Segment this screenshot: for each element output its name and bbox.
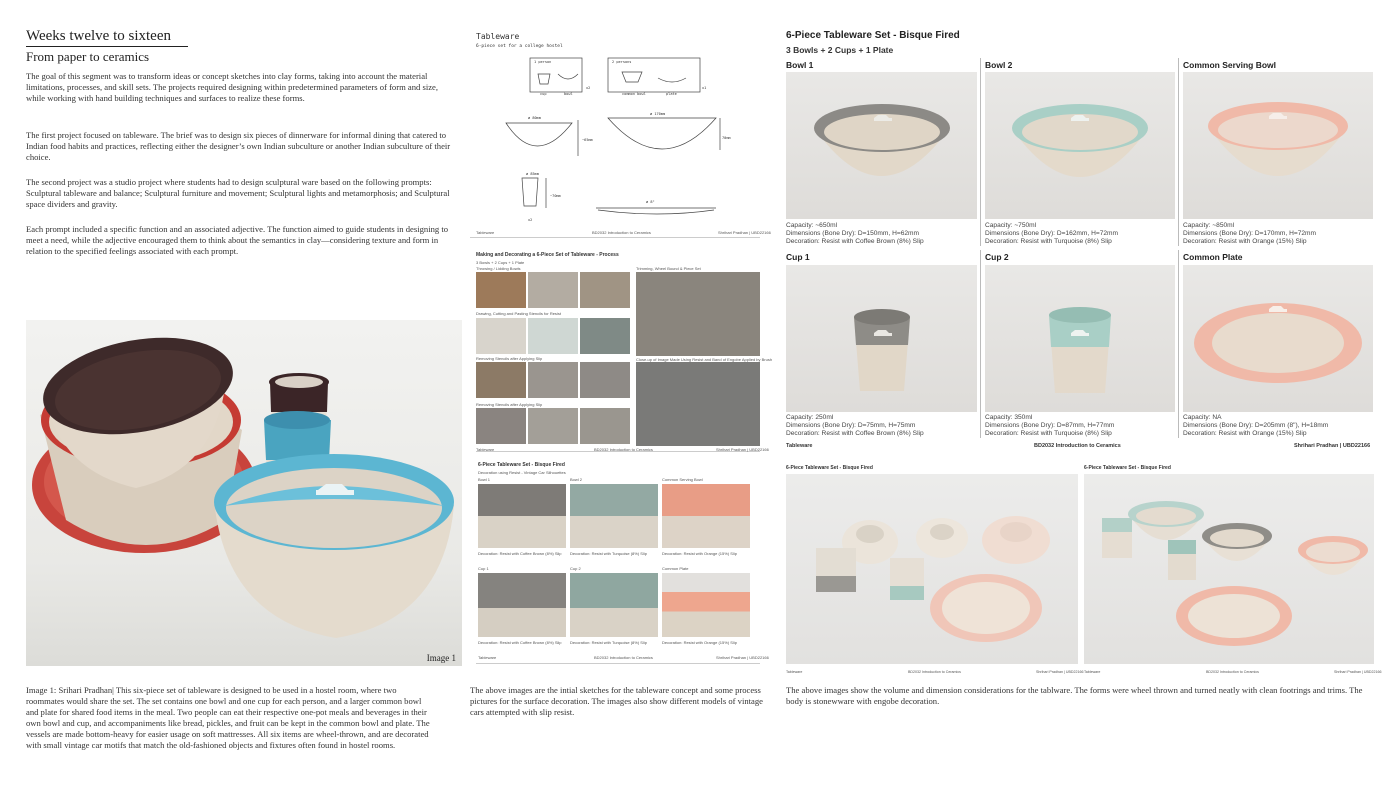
sheet-footer-right: Shrihari Pradhan | UBD22166 [716, 447, 769, 452]
sheet-footer-right: Shrihari Pradhan | UBD22166 [718, 230, 771, 235]
sketch-heading: Tableware [476, 32, 520, 41]
product-photo-bowl-2 [985, 72, 1175, 219]
set-subtitle: 3 Bowls + 2 Cups + 1 Plate [786, 45, 894, 55]
group-photo-footer-left: Tableware [1084, 670, 1101, 674]
sheet-footer-left: Tableware [478, 655, 497, 660]
cell-dimensions: Dimensions (Bone Dry): D=87mm, H=77mm [985, 422, 1115, 429]
sketch-note: ~70mm [550, 194, 561, 198]
cell-capacity: Capacity: ~750ml [985, 222, 1037, 229]
process-photo [476, 408, 526, 444]
sketch-note: common bowl [622, 92, 646, 96]
cell-dimensions: Dimensions (Bone Dry): D=162mm, H=72mm [985, 230, 1119, 237]
sketch-note: ø 170mm [650, 112, 666, 116]
bowl-illustration [786, 72, 977, 219]
sheet-footer-center: BD2032 Introduction to Ceramics [594, 655, 653, 660]
sheet-footer-right: Shrihari Pradhan | UBD22166 [716, 655, 769, 660]
product-photo-cup-2 [985, 265, 1175, 412]
plate-illustration [1183, 265, 1373, 412]
product-photo-common-plate [1183, 265, 1373, 412]
cell-heading: Common Plate [1183, 252, 1243, 262]
detail-decoration: Decoration: Resist with Coffee Brown (8%) Slip [478, 640, 562, 645]
detail-item-label: Bowl 1 [478, 477, 491, 482]
process-photo [636, 362, 760, 446]
intro-title: Weeks twelve to sixteen [26, 28, 171, 44]
bowl-illustration [985, 72, 1175, 219]
set-title: 6-Piece Tableware Set - Bisque Fired [786, 30, 960, 41]
cell-capacity: Capacity: ~650ml [786, 222, 838, 229]
sketch-note: x2 [528, 218, 533, 222]
cell-decoration: Decoration: Resist with Coffee Brown (8%) Slip [786, 238, 924, 245]
cup-illustration [786, 265, 977, 412]
process-photo [580, 272, 630, 308]
process-label: Drawing, Cutting and Pasting Stencils for Resist [476, 311, 561, 316]
sketch-note: bowl [564, 92, 573, 96]
detail-subtitle: Decoration using Resist - Vintage Car Silhouettes [478, 470, 566, 475]
hero-caption: Image 1: Srihari Pradhan| This six-piece set of tableware is designed to be used in a hostel room, where two roommates would share the set. The set contains one bowl and one cup for each person, and a larger common bowl and plate for shared food items in the meal. Two people can eat their respective one-pot meals and beverages in their own bowl and cup, and accompaniments like bread, pickles, and fruit can be kept in the common bowl and plate. The vessels are made bottom-heavy for easier usage on soft mattresses. All six items are wheel-thrown, and are decorated with small vintage car motifs that match the old-fashioned objects and fixtures often found in hostel rooms. [26, 685, 430, 750]
detail-item-label: Bowl 2 [570, 477, 583, 482]
cell-dimensions: Dimensions (Bone Dry): D=150mm, H=62mm [786, 230, 920, 237]
detail-item-label: Common Plate [662, 566, 689, 571]
detail-decoration: Decoration: Resist with Turquoise (8%) Slip [570, 640, 647, 645]
cell-dimensions: Dimensions (Bone Dry): D=205mm (8"), H=18mm [1183, 422, 1329, 429]
grid-footer-center: BD2032 Introduction to Ceramics [1034, 443, 1121, 449]
right-caption: The above images show the volume and dimension considerations for the tablware. The forms were wheel thrown and turned neatly with clean footrings and trims. The body is stonewware with engobe decoration. [786, 685, 1363, 706]
cell-heading: Cup 1 [786, 252, 810, 262]
intro-paragraph: The goal of this segment was to transform ideas or concept sketches into clay forms, taking into account the material limitations, processes, and skill sets. The projects required designing within predetermined parameters of form and size, while working with hand building techniques and surfaces to realize these forms. [26, 71, 438, 103]
group-photo-footer-center: BD2032 Introduction to Ceramics [1206, 670, 1259, 674]
detail-item-label: Cup 2 [570, 566, 581, 571]
detail-photo [478, 573, 566, 637]
detail-photo [570, 484, 658, 548]
cup-illustration [985, 265, 1175, 412]
detail-decoration: Decoration: Resist with Orange (15%) Slip [662, 640, 737, 645]
sketch-sheet [470, 28, 771, 238]
sketch-note: ~65mm [582, 138, 593, 142]
cell-capacity: Capacity: ~850ml [1183, 222, 1235, 229]
intro-subtitle: From paper to ceramics [26, 49, 150, 64]
product-photo-bowl-1 [786, 72, 977, 219]
detail-decoration: Decoration: Resist with Orange (15%) Slip [662, 551, 737, 556]
detail-photo [662, 484, 750, 548]
detail-photo [570, 573, 658, 637]
sheet-footer-left: Tableware [476, 447, 495, 452]
cell-dimensions: Dimensions (Bone Dry): D=75mm, H=75mm [786, 422, 916, 429]
cell-decoration: Decoration: Resist with Turquoise (8%) Slip [985, 430, 1112, 437]
sketch-note: x2 [586, 86, 591, 90]
process-sheet [476, 252, 773, 452]
intro-paragraph: The second project was a studio project where students had to design sculptural ware based on the following prompts: Sculptural tableware and balance; Sculptural furniture and movement; Sculptural lights and metamorphosis; and Sculptural space dividers and gravity. [26, 177, 450, 209]
sketch-subheading: 6-piece set for a college hostel [476, 44, 563, 49]
group-illustration [786, 474, 1078, 664]
process-photo [476, 318, 526, 354]
cell-heading: Cup 2 [985, 252, 1009, 262]
process-photo [580, 318, 630, 354]
sketch-note: 70mm [722, 136, 731, 140]
intro-paragraph: The first project focused on tableware. The brief was to design six pieces of dinnerware for informal dining that catered to Indian food habits and practices, reflecting either the designer’s own Indian subculture or another Indian subculture of their choice. [26, 130, 451, 162]
cell-divider [1178, 58, 1179, 246]
group-photo-footer-center: BD2032 Introduction to Ceramics [908, 670, 961, 674]
cell-divider [980, 250, 981, 438]
sketch-note: cup [540, 92, 547, 96]
process-photo [476, 362, 526, 398]
detail-title: 6-Piece Tableware Set - Bisque Fired [478, 462, 565, 468]
cell-decoration: Decoration: Resist with Orange (15%) Slip [1183, 430, 1307, 437]
cell-divider [980, 58, 981, 246]
intro-title-rule [26, 46, 188, 47]
hero-image-label: Image 1 [426, 653, 456, 663]
group-photo-footer-left: Tableware [786, 670, 803, 674]
sketch-note: 2 persons [612, 60, 632, 64]
cell-decoration: Decoration: Resist with Orange (15%) Slip [1183, 238, 1307, 245]
cell-heading: Bowl 2 [985, 60, 1013, 70]
detail-sheet [476, 462, 769, 664]
cell-heading: Common Serving Bowl [1183, 60, 1277, 70]
cell-capacity: Capacity: 250ml [786, 414, 834, 421]
bowl-illustration [1183, 72, 1373, 219]
product-photo-cup-1 [786, 265, 977, 412]
process-label: Throwing / Lidding Bowls [476, 266, 521, 271]
tableware-photo-illustration [26, 320, 462, 666]
detail-decoration: Decoration: Resist with Turquoise (8%) Slip [570, 551, 647, 556]
sketch-note: ø 85mm [526, 172, 539, 176]
group-illustration [1084, 474, 1374, 664]
sketch-note: ø 8" [646, 200, 655, 204]
sheet-footer-left: Tableware [476, 230, 495, 235]
sheet-footer-center: BD2032 Introduction to Ceramics [594, 447, 653, 452]
detail-decoration: Decoration: Resist with Coffee Brown (8%) Slip [478, 551, 562, 556]
cell-decoration: Decoration: Resist with Turquoise (8%) Slip [985, 238, 1112, 245]
detail-item-label: Cup 1 [478, 566, 489, 571]
process-subtitle: 3 Bowls + 2 Cups + 1 Plate [476, 260, 525, 265]
detail-photo [662, 573, 750, 637]
sketch-note: x1 [702, 86, 707, 90]
product-photo-common-serving-bowl [1183, 72, 1373, 219]
intro-paragraph: Each prompt included a specific function and an associated adjective. The function aimed to guide students in designing to meet a need, while the adjective encouraged them to think about the semantics in clay—considering texture and form in relation to the specified feelings associated with each prompt. [26, 224, 449, 256]
process-label: Removing Stencils after Applying Slip [476, 356, 543, 361]
grid-footer-right: Shrihari Pradhan | UBD22166 [1294, 443, 1371, 449]
cell-capacity: Capacity: 350ml [985, 414, 1033, 421]
sketch-drawings [470, 38, 760, 238]
sketch-note: 1 person [534, 60, 552, 64]
process-label: Trimming, Wheel Bound & Piece Set [636, 266, 701, 271]
process-photo [528, 272, 578, 308]
process-photo [476, 272, 526, 308]
cell-divider [1178, 250, 1179, 438]
group-photo-footer-right: Shrihari Pradhan | UBD22166 [1036, 670, 1084, 674]
process-photo [528, 362, 578, 398]
process-title: Making and Decorating a 6-Piece Set of Tableware - Process [476, 252, 619, 258]
group-photo-footer-right: Shrihari Pradhan | UBD22166 [1334, 670, 1382, 674]
process-label: Close-up of Image Made Using Resist and Band of Engobe Applied by Brush [636, 357, 773, 362]
process-photo [580, 408, 630, 444]
group-photo-1 [786, 474, 1078, 664]
process-photo [528, 318, 578, 354]
group-photo-title: 6-Piece Tableware Set - Bisque Fired [1084, 465, 1171, 471]
process-photo [528, 408, 578, 444]
cell-capacity: Capacity: NA [1183, 414, 1222, 421]
sketch-note: ø 80mm [528, 116, 541, 120]
process-label: Removing Stencils after Applying Slip [476, 402, 543, 407]
sketch-note: plate [666, 92, 677, 96]
process-photo [636, 272, 760, 356]
group-photo-title: 6-Piece Tableware Set - Bisque Fired [786, 465, 873, 471]
cell-decoration: Decoration: Resist with Coffee Brown (8%) Slip [786, 430, 924, 437]
sheet-footer-center: BD2032 Introduction to Ceramics [592, 230, 651, 235]
hero-photo [26, 320, 462, 666]
process-photo [580, 362, 630, 398]
middle-caption: The above images are the intial sketches for the tableware concept and some process pictures for the surface decoration. The images also show different models of vintage cars attempted with slip resist. [470, 685, 763, 717]
grid-footer-left: Tableware [786, 443, 813, 449]
cell-heading: Bowl 1 [786, 60, 814, 70]
detail-photo [478, 484, 566, 548]
group-photo-2 [1084, 474, 1374, 664]
detail-item-label: Common Serving Bowl [662, 477, 703, 482]
cell-dimensions: Dimensions (Bone Dry): D=170mm, H=72mm [1183, 230, 1317, 237]
